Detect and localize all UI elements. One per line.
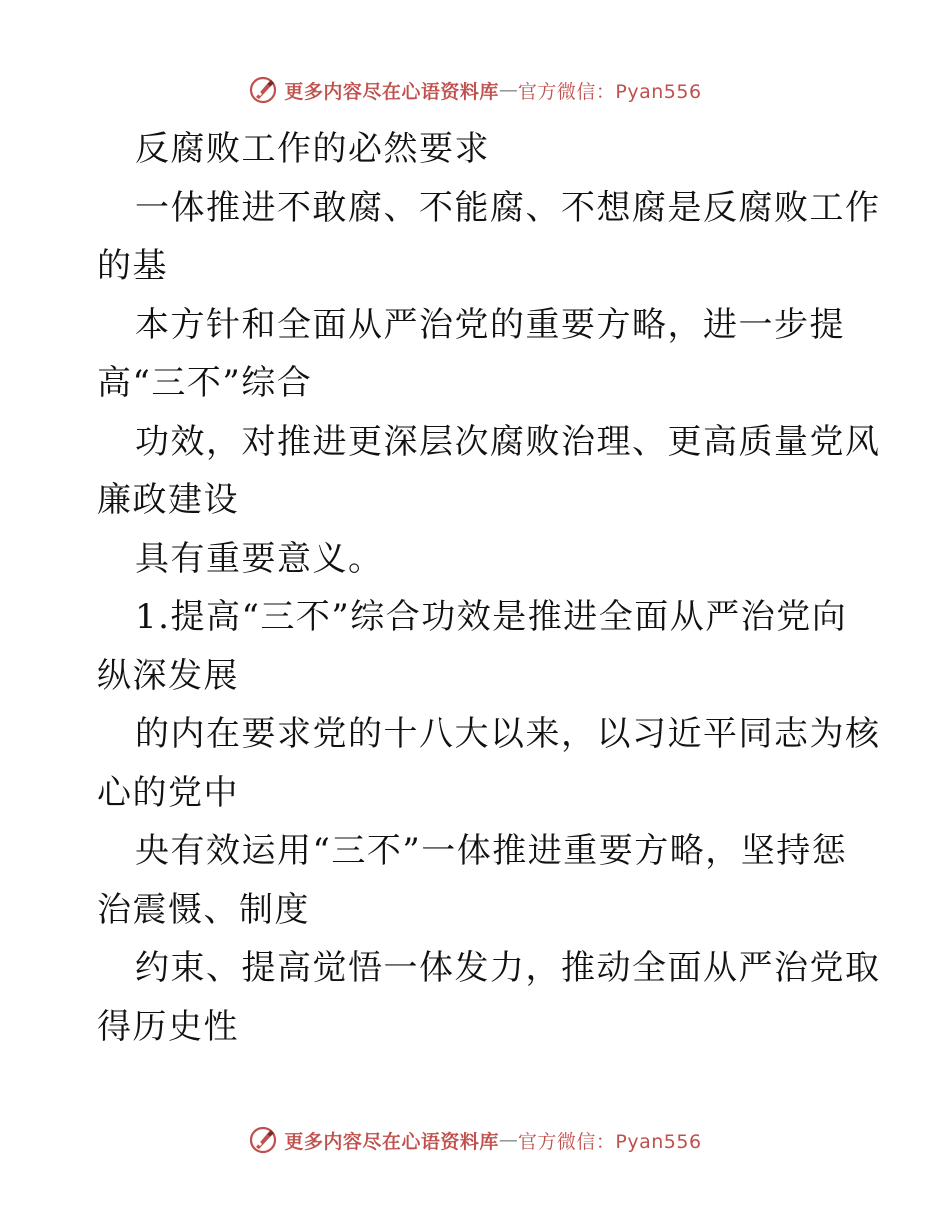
header-watermark: [0, 70, 950, 110]
paragraph-line: 具有重要意义。: [135, 538, 384, 579]
watermark-contact-text: 官方微信：Pyan556: [517, 1130, 702, 1153]
watermark-contact-text: 官方微信：Pyan556: [517, 80, 702, 103]
paragraph-line: 本方针和全面从严治党的重要方略，进一步提: [135, 304, 845, 345]
watermark-separator: —: [498, 79, 518, 101]
watermark-main-text: 更多内容尽在心语资料库: [284, 80, 499, 103]
paragraph-line: 心的党中: [97, 772, 239, 813]
paragraph-line: 1.提高“三不”综合功效是推进全面从严治党向: [135, 597, 848, 637]
document-body: [97, 120, 881, 1056]
watermark-main-text: 更多内容尽在心语资料库: [284, 1130, 499, 1153]
paragraph-line: 得历史性: [97, 1006, 239, 1047]
paragraph-line: 廉政建设: [97, 480, 239, 520]
paragraph-line: 的内在要求党的十八大以来，以习近平同志为核: [135, 714, 881, 754]
paragraph-line: 高“三不”综合: [97, 363, 313, 403]
pen-nib-logo-icon: [248, 1125, 278, 1155]
paragraph-line: 治震慑、制度: [97, 889, 310, 930]
paragraph-line: 纵深发展: [97, 655, 239, 696]
paragraph-line: 反腐败工作的必然要求: [135, 129, 490, 169]
paragraph-line: 的基: [97, 246, 168, 286]
pen-nib-logo-icon: [248, 75, 278, 105]
paragraph-line: 央有效运用“三不”一体推进重要方略，坚持惩: [135, 831, 848, 871]
paragraph-line: 功效，对推进更深层次腐败治理、更高质量党风: [135, 421, 881, 462]
paragraph-line: 约束、提高觉悟一体发力，推动全面从严治党取: [135, 948, 881, 988]
footer-watermark: [0, 1120, 950, 1160]
watermark-separator: —: [498, 1129, 518, 1151]
paragraph-line: 一体推进不敢腐、不能腐、不想腐是反腐败工作: [135, 187, 881, 228]
